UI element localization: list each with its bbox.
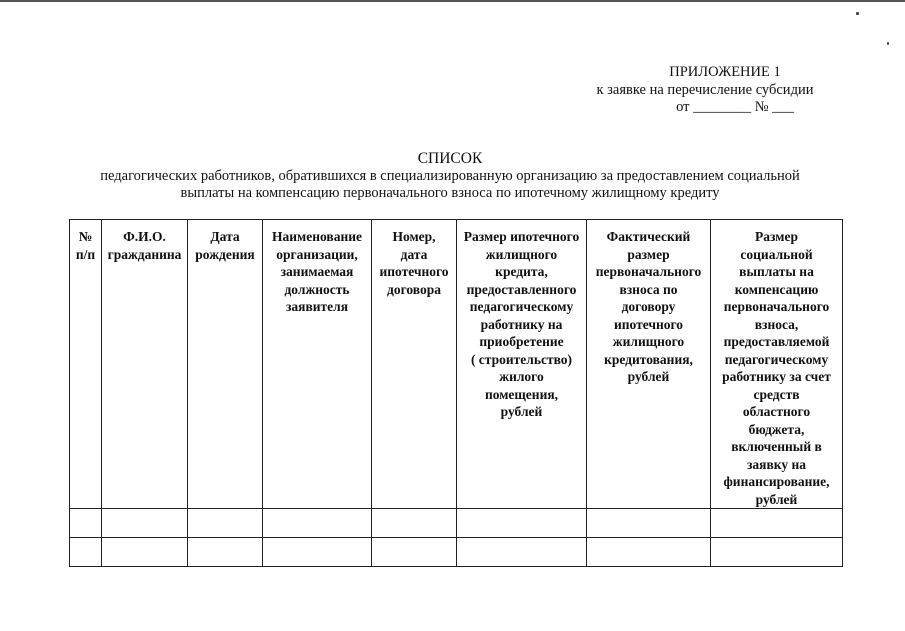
table-row: [70, 538, 843, 567]
table-cell[interactable]: [711, 509, 843, 538]
table-cell[interactable]: [70, 538, 102, 567]
table-cell[interactable]: [188, 509, 263, 538]
table-cell[interactable]: [711, 538, 843, 567]
table-cell[interactable]: [457, 509, 587, 538]
page-top-border: [0, 0, 905, 2]
register-table: [69, 219, 843, 567]
table-cell[interactable]: [102, 538, 188, 567]
table-cell[interactable]: [372, 538, 457, 567]
table-row: [70, 509, 843, 538]
table-cell[interactable]: [587, 538, 711, 567]
table-cell[interactable]: [188, 538, 263, 567]
document-heading: [40, 150, 860, 203]
table-cell[interactable]: [263, 509, 372, 538]
appendix-title: ПРИЛОЖЕНИЕ 1: [669, 64, 781, 80]
appendix-subtitle: к заявке на перечисление субсидии: [596, 81, 814, 98]
column-header-full-name: Ф.И.О. гражданина: [102, 220, 188, 509]
table-header-row: [70, 220, 843, 509]
table-cell[interactable]: [457, 538, 587, 567]
column-header-organization: Наименование организации, занимаемая должность заявителя: [263, 220, 372, 509]
document-subtitle-line-1: педагогических работников, обратившихся в специализированную организацию за предоставлением социальной: [100, 167, 800, 184]
appendix-block: [560, 64, 850, 117]
column-header-loan-amount: Размер ипотечного жилищного кредита, предоставленного педагогическому работнику на приобретение ( строительство) жилого помещения, рублей: [457, 220, 587, 509]
column-header-contract: Номер, дата ипотечного договора: [372, 220, 457, 509]
column-header-birth-date: Дата рождения: [188, 220, 263, 509]
document-subtitle-line-2: выплаты на компенсацию первоначального взноса по ипотечному жилищному кредиту: [180, 185, 720, 201]
table-cell[interactable]: [263, 538, 372, 567]
table-cell[interactable]: [587, 509, 711, 538]
table-cell[interactable]: [70, 509, 102, 538]
column-header-initial-payment: Фактический размер первоначального взноса по договору ипотечного жилищного кредитования, рублей: [587, 220, 711, 509]
scan-speck: [887, 42, 889, 45]
column-header-social-payment: Размер социальной выплаты на компенсацию первоначального взноса, предоставляемой педагогическому работнику за счет средств областного бюджета, включенный в заявку на финансирование, рублей: [711, 220, 843, 509]
scan-speck: [856, 12, 859, 15]
column-header-number: № п/п: [70, 220, 102, 509]
table-cell[interactable]: [102, 509, 188, 538]
table-cell[interactable]: [372, 509, 457, 538]
appendix-date-line: от ________ № ___: [676, 99, 794, 115]
document-title: СПИСОК: [417, 150, 483, 167]
